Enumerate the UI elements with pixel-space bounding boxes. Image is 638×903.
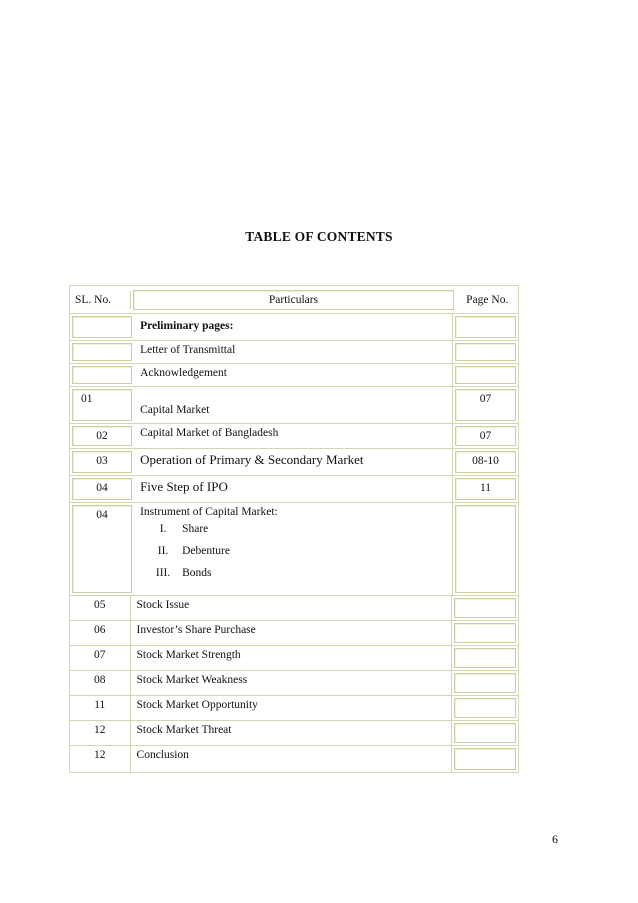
particular-cell: Five Step of IPO <box>134 476 453 502</box>
particular-cell: Conclusion <box>131 746 453 772</box>
particular-cell: Capital Market of Bangladesh <box>134 424 453 448</box>
sl-cell <box>72 316 132 338</box>
particular-cell: Stock Market Strength <box>131 646 453 670</box>
table-row <box>70 721 518 746</box>
list-number: III. <box>155 567 171 579</box>
header-page-no: Page No. <box>466 293 509 306</box>
sl-cell: 03 <box>72 451 132 473</box>
table-row <box>70 621 518 646</box>
table-header <box>70 286 518 314</box>
list-label: Debenture <box>182 545 230 557</box>
sl-cell: 01 <box>72 389 132 421</box>
table-row <box>70 424 518 449</box>
particular-cell: Stock Market Weakness <box>131 671 453 695</box>
table-row <box>70 476 518 503</box>
page-cell <box>455 505 516 593</box>
table-row <box>70 314 518 341</box>
table-row <box>70 696 518 721</box>
sl-cell: 11 <box>70 696 131 720</box>
sl-cell: 12 <box>70 746 131 772</box>
page-cell <box>454 723 516 743</box>
particular-cell: Capital Market <box>134 387 453 423</box>
list-number: I. <box>159 523 167 535</box>
table-row <box>70 387 518 424</box>
table-row <box>70 646 518 671</box>
particular-cell: Stock Issue <box>131 596 453 620</box>
page-cell: 07 <box>455 389 516 421</box>
particular-cell: Investor’s Share Purchase <box>131 621 453 645</box>
sl-cell: 12 <box>70 721 131 745</box>
list-number: II. <box>157 545 169 557</box>
page-cell: 08-10 <box>455 451 516 473</box>
toc-table <box>69 285 519 773</box>
table-row <box>70 503 518 596</box>
sl-cell <box>72 343 132 361</box>
table-row <box>70 746 518 772</box>
sl-cell: 04 <box>72 505 132 593</box>
sl-cell <box>72 366 132 384</box>
particular-cell: Letter of Transmittal <box>134 341 453 363</box>
list-item <box>140 518 446 540</box>
page-number: 6 <box>552 832 558 846</box>
page-cell: 07 <box>455 426 516 446</box>
sl-cell: 06 <box>70 621 131 645</box>
preliminary-heading: Preliminary pages: <box>134 314 453 340</box>
page-cell <box>455 316 516 338</box>
list-item <box>140 540 446 562</box>
sl-cell: 04 <box>72 478 132 500</box>
list-item <box>140 562 446 584</box>
page-cell <box>454 648 516 668</box>
table-row <box>70 341 518 364</box>
page-cell <box>454 598 516 618</box>
list-label: Bonds <box>182 567 212 579</box>
table-row <box>70 596 518 621</box>
table-row <box>70 449 518 476</box>
particular-cell: Operation of Primary & Secondary Market <box>134 449 453 475</box>
page-cell <box>454 748 516 770</box>
instrument-heading: Instrument of Capital Market: <box>140 506 278 518</box>
page-cell <box>454 698 516 718</box>
page-title: TABLE OF CONTENTS <box>245 229 393 244</box>
table-row <box>70 364 518 387</box>
sl-cell: 08 <box>70 671 131 695</box>
sl-cell: 02 <box>72 426 132 446</box>
list-label: Share <box>182 523 209 535</box>
page-cell: 11 <box>455 478 516 500</box>
particular-cell: Stock Market Opportunity <box>131 696 453 720</box>
page-cell <box>455 366 516 384</box>
header-particulars: Particulars <box>133 290 455 310</box>
header-sl-no: SL. No. <box>70 291 131 309</box>
particular-cell: Stock Market Threat <box>131 721 453 745</box>
page-cell <box>454 623 516 643</box>
page-cell <box>455 343 516 361</box>
particular-cell: Acknowledgement <box>134 364 453 386</box>
table-row <box>70 671 518 696</box>
sl-cell: 07 <box>70 646 131 670</box>
particular-cell <box>134 503 453 595</box>
page-cell <box>454 673 516 693</box>
sl-cell: 05 <box>70 596 131 620</box>
